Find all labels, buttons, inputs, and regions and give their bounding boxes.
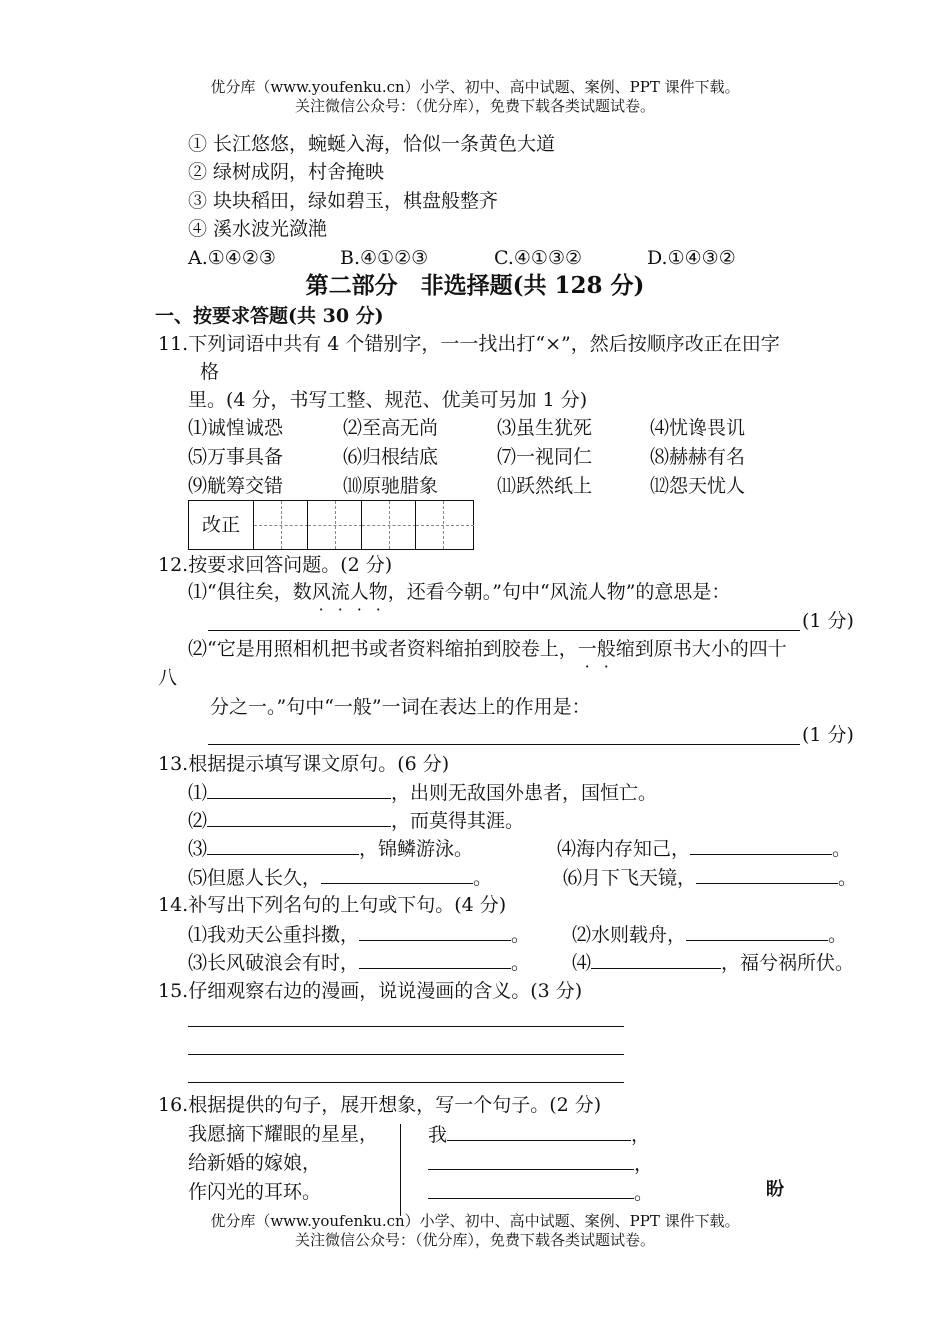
q11-word: ⑽原驰腊象	[343, 475, 439, 497]
q15-answer-line[interactable]	[188, 1054, 624, 1055]
q15-answer-line[interactable]	[188, 1082, 624, 1083]
q12-answer-line-2[interactable]	[208, 744, 800, 745]
section-one-heading: 一、按要求答题(共 30 分)	[155, 305, 384, 327]
q12-score-2: (1 分)	[802, 724, 854, 746]
q12-answer-line-1[interactable]	[208, 630, 800, 631]
blank[interactable]	[428, 1180, 634, 1199]
q14-title: 14.补写出下列名句的上句或下句。(4 分)	[158, 894, 507, 916]
q11-word: ⑿怨天忧人	[650, 475, 746, 497]
q10-option-b: B.④①②③	[340, 247, 429, 269]
footer-line-1: 优分库（www.youfenku.cn）小学、初中、高中试题、案例、PPT 课件下载。	[210, 1212, 740, 1230]
q12-part-1: ⑴“俱往矣，数风流人物，还看今朝。”句中“风流人物”的意思是：	[188, 581, 731, 603]
q14-item-4: ⑷ ，福兮祸所伏。	[572, 952, 855, 974]
q16-answer-line-1: 我 ，	[428, 1124, 651, 1146]
q13-item-4: ⑷海内存知己， 。	[557, 838, 852, 860]
blank[interactable]	[321, 865, 473, 884]
q11-word: ⑹归根结底	[343, 446, 439, 468]
q10-sentence-4: ④ 溪水波光潋滟	[188, 218, 328, 240]
q12-part-2-line-2: 分之一。”句中“一般”一词在表达上的作用是：	[210, 696, 591, 718]
blank[interactable]	[207, 808, 391, 827]
q15-answer-line[interactable]	[188, 1026, 624, 1027]
grid-cell[interactable]	[307, 501, 362, 549]
q10-sentence-1: ① 长江悠悠，蜿蜒入海，恰似一条黄色大道	[188, 133, 556, 155]
q10-option-c: C.④①③②	[494, 247, 583, 269]
correction-grid	[188, 500, 474, 550]
blank[interactable]	[686, 922, 828, 941]
q13-item-3: ⑶ ，锦鳞游泳。	[188, 838, 474, 860]
q11-word: ⑵至高无尚	[343, 417, 439, 439]
blank[interactable]	[207, 836, 359, 855]
q11-word: ⑷忧谗畏讥	[650, 417, 746, 439]
q12-part-2-wrap: 八	[158, 667, 178, 689]
q11-word: ⑼觥筹交错	[188, 475, 284, 497]
blank[interactable]	[591, 950, 721, 969]
blank[interactable]	[359, 922, 511, 941]
q16-answer-line-2: ，	[428, 1151, 653, 1176]
q11-prompt-line-1: 11.下列词语中共有 4 个错别字，一一找出打“×”，然后按顺序改正在田字	[158, 333, 780, 355]
q12-part-2: ⑵“它是用照相机把书或者资料缩拍到胶卷上，一般缩到原书大小的四十	[188, 638, 787, 660]
q12-title: 12.按要求回答问题。(2 分)	[158, 554, 393, 576]
q10-sentence-3: ③ 块块稻田，绿如碧玉，棋盘般整齐	[188, 190, 499, 212]
q12-score-1: (1 分)	[802, 610, 854, 632]
q11-word: ⑸万事具备	[188, 446, 284, 468]
q11-prompt-wrap: 格	[200, 361, 220, 383]
q11-prompt-line-2: 里。(4 分，书写工整、规范、优美可另加 1 分)	[188, 389, 588, 411]
q11-word: ⑺一视同仁	[497, 446, 593, 468]
q14-item-3: ⑶长风破浪会有时， 。	[188, 952, 531, 974]
blank[interactable]	[207, 780, 391, 799]
footer-line-2: 关注微信公众号：（优分库），免费下载各类试题试卷。	[294, 1231, 655, 1249]
part-two-title: 第二部分 非选择题(共 128 分)	[305, 272, 645, 299]
header-line-1: 优分库（www.youfenku.cn）小学、初中、高中试题、案例、PPT 课件下载。	[210, 78, 740, 96]
q16-example-line-3: 作闪光的耳环。	[188, 1181, 322, 1203]
q16-answer-line-3: 。	[428, 1180, 653, 1205]
grid-cell[interactable]	[361, 501, 416, 549]
q11-word: ⑾跃然纸上	[497, 475, 593, 497]
q13-item-1: ⑴ ，出则无敌国外患者，国恒亡。	[188, 782, 658, 804]
q11-word: ⑻赫赫有名	[650, 446, 746, 468]
q13-item-6: ⑹月下飞天镜， 。	[563, 867, 858, 889]
q16-title: 16.根据提供的句子，展开想象，写一个句子。(2 分)	[158, 1094, 602, 1116]
q13-item-2: ⑵ ，而莫得其涯。	[188, 810, 525, 832]
blank[interactable]	[690, 836, 832, 855]
blank[interactable]	[359, 950, 511, 969]
blank[interactable]	[428, 1151, 634, 1170]
q10-option-d: D.①④③②	[647, 247, 736, 269]
q15-title: 15.仔细观察右边的漫画，说说漫画的含义。(3 分)	[158, 980, 583, 1002]
blank[interactable]	[696, 865, 838, 884]
q10-option-a: A.①④②③	[188, 247, 276, 269]
q16-example-line-2: 给新婚的嫁娘，	[188, 1152, 322, 1174]
blank[interactable]	[447, 1122, 631, 1141]
q14-item-1: ⑴我劝天公重抖擞， 。	[188, 924, 531, 946]
grid-cell[interactable]	[253, 501, 308, 549]
q16-divider	[400, 1124, 401, 1216]
q11-word: ⑴诚惶诚恐	[188, 417, 284, 439]
header-line-2: 关注微信公众号：（优分库），免费下载各类试题试卷。	[294, 97, 655, 115]
grid-cell[interactable]	[415, 501, 474, 549]
correction-label: 改正	[201, 514, 240, 536]
q13-item-5: ⑸但愿人长久， 。	[188, 867, 493, 889]
cartoon-caption: 盼	[766, 1179, 784, 1200]
q14-item-2: ⑵水则载舟， 。	[572, 924, 848, 946]
q10-sentence-2: ② 绿树成阴，村舍掩映	[188, 161, 385, 183]
q11-word: ⑶虽生犹死	[497, 417, 593, 439]
q13-title: 13.根据提示填写课文原句。(6 分)	[158, 753, 450, 775]
q16-example-line-1: 我愿摘下耀眼的星星，	[188, 1123, 379, 1145]
